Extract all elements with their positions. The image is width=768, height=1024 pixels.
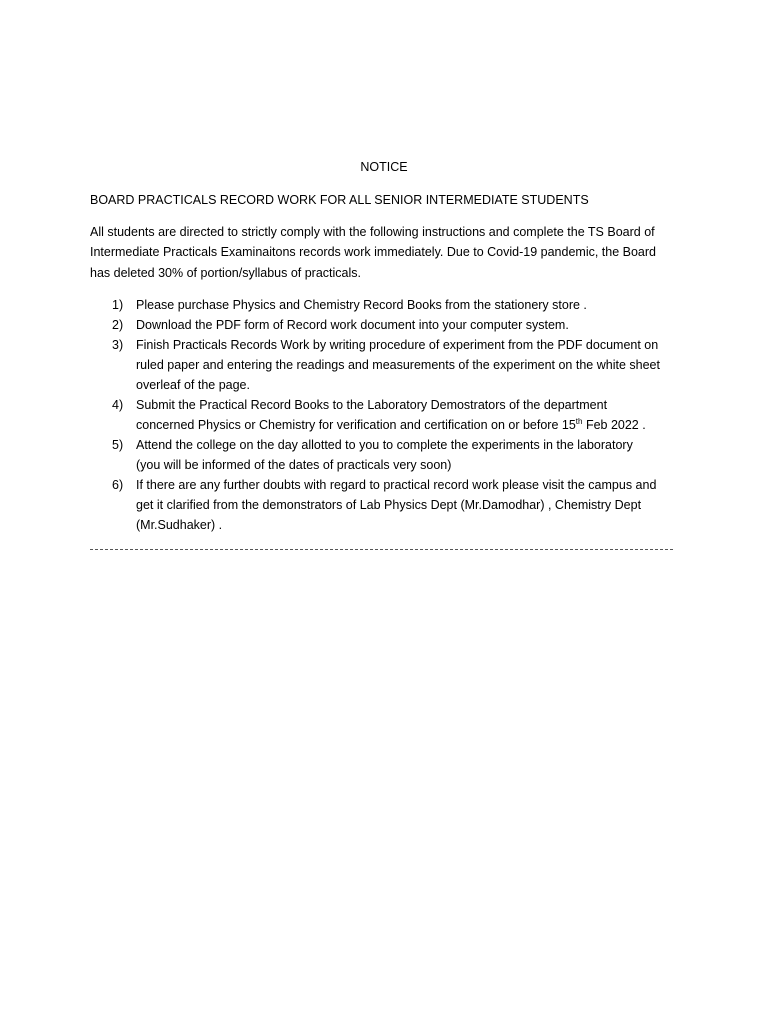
item-line-text: concerned Physics or Chemistry for verification and certification on or before 15: [136, 418, 576, 432]
item-line: Please purchase Physics and Chemistry Record Books from the stationery store .: [136, 298, 587, 312]
list-item: [90, 315, 690, 335]
intro-line: Intermediate Practicals Examinaitons records work immediately. Due to Covid-19 pandemic, the Board: [90, 245, 656, 260]
item-number: 3): [112, 338, 124, 352]
instruction-list: [90, 295, 690, 535]
item-number: 5): [112, 438, 124, 452]
item-line: get it clarified from the demonstrators of Lab Physics Dept (Mr.Damodhar) , Chemistry Dept: [136, 498, 642, 512]
item-line: overleaf of the page.: [136, 378, 250, 392]
item-line: Submit the Practical Record Books to the Laboratory Demostrators of the department: [136, 398, 608, 412]
item-line: ruled paper and entering the readings and measurements of the experiment on the white sheet: [136, 358, 660, 372]
item-line: (Mr.Sudhaker) .: [136, 518, 223, 532]
intro-paragraph: [90, 222, 680, 283]
intro-line: All students are directed to strictly comply with the following instructions and complete the TS Board of: [90, 225, 655, 239]
list-item: [90, 475, 690, 535]
list-item: [90, 335, 690, 395]
dashed-divider: [90, 549, 673, 550]
list-item: [90, 395, 690, 435]
intro-line: has deleted 30% of portion/syllabus of practicals.: [90, 265, 361, 280]
item-line: Attend the college on the day allotted to you to complete the experiments in the laboratory: [136, 438, 633, 452]
notice-heading: BOARD PRACTICALS RECORD WORK FOR ALL SENIOR INTERMEDIATE STUDENTS: [90, 193, 589, 207]
item-number: 1): [112, 298, 124, 312]
ordinal-suffix: th: [575, 417, 583, 426]
list-item: [90, 435, 690, 475]
item-number: 4): [112, 398, 124, 412]
item-line: Finish Practicals Records Work by writing procedure of experiment from the PDF document on: [136, 338, 659, 352]
item-line: Download the PDF form of Record work document into your computer system.: [136, 318, 569, 332]
notice-title: NOTICE: [360, 160, 408, 174]
list-item: [90, 295, 690, 315]
item-number: 2): [112, 318, 124, 332]
item-line: [136, 415, 690, 435]
item-line-text: Feb 2022 .: [582, 418, 646, 432]
item-line: (you will be informed of the dates of practicals very soon): [136, 458, 452, 472]
item-line: If there are any further doubts with regard to practical record work please visit the campus and: [136, 478, 657, 492]
item-number: 6): [112, 478, 124, 492]
